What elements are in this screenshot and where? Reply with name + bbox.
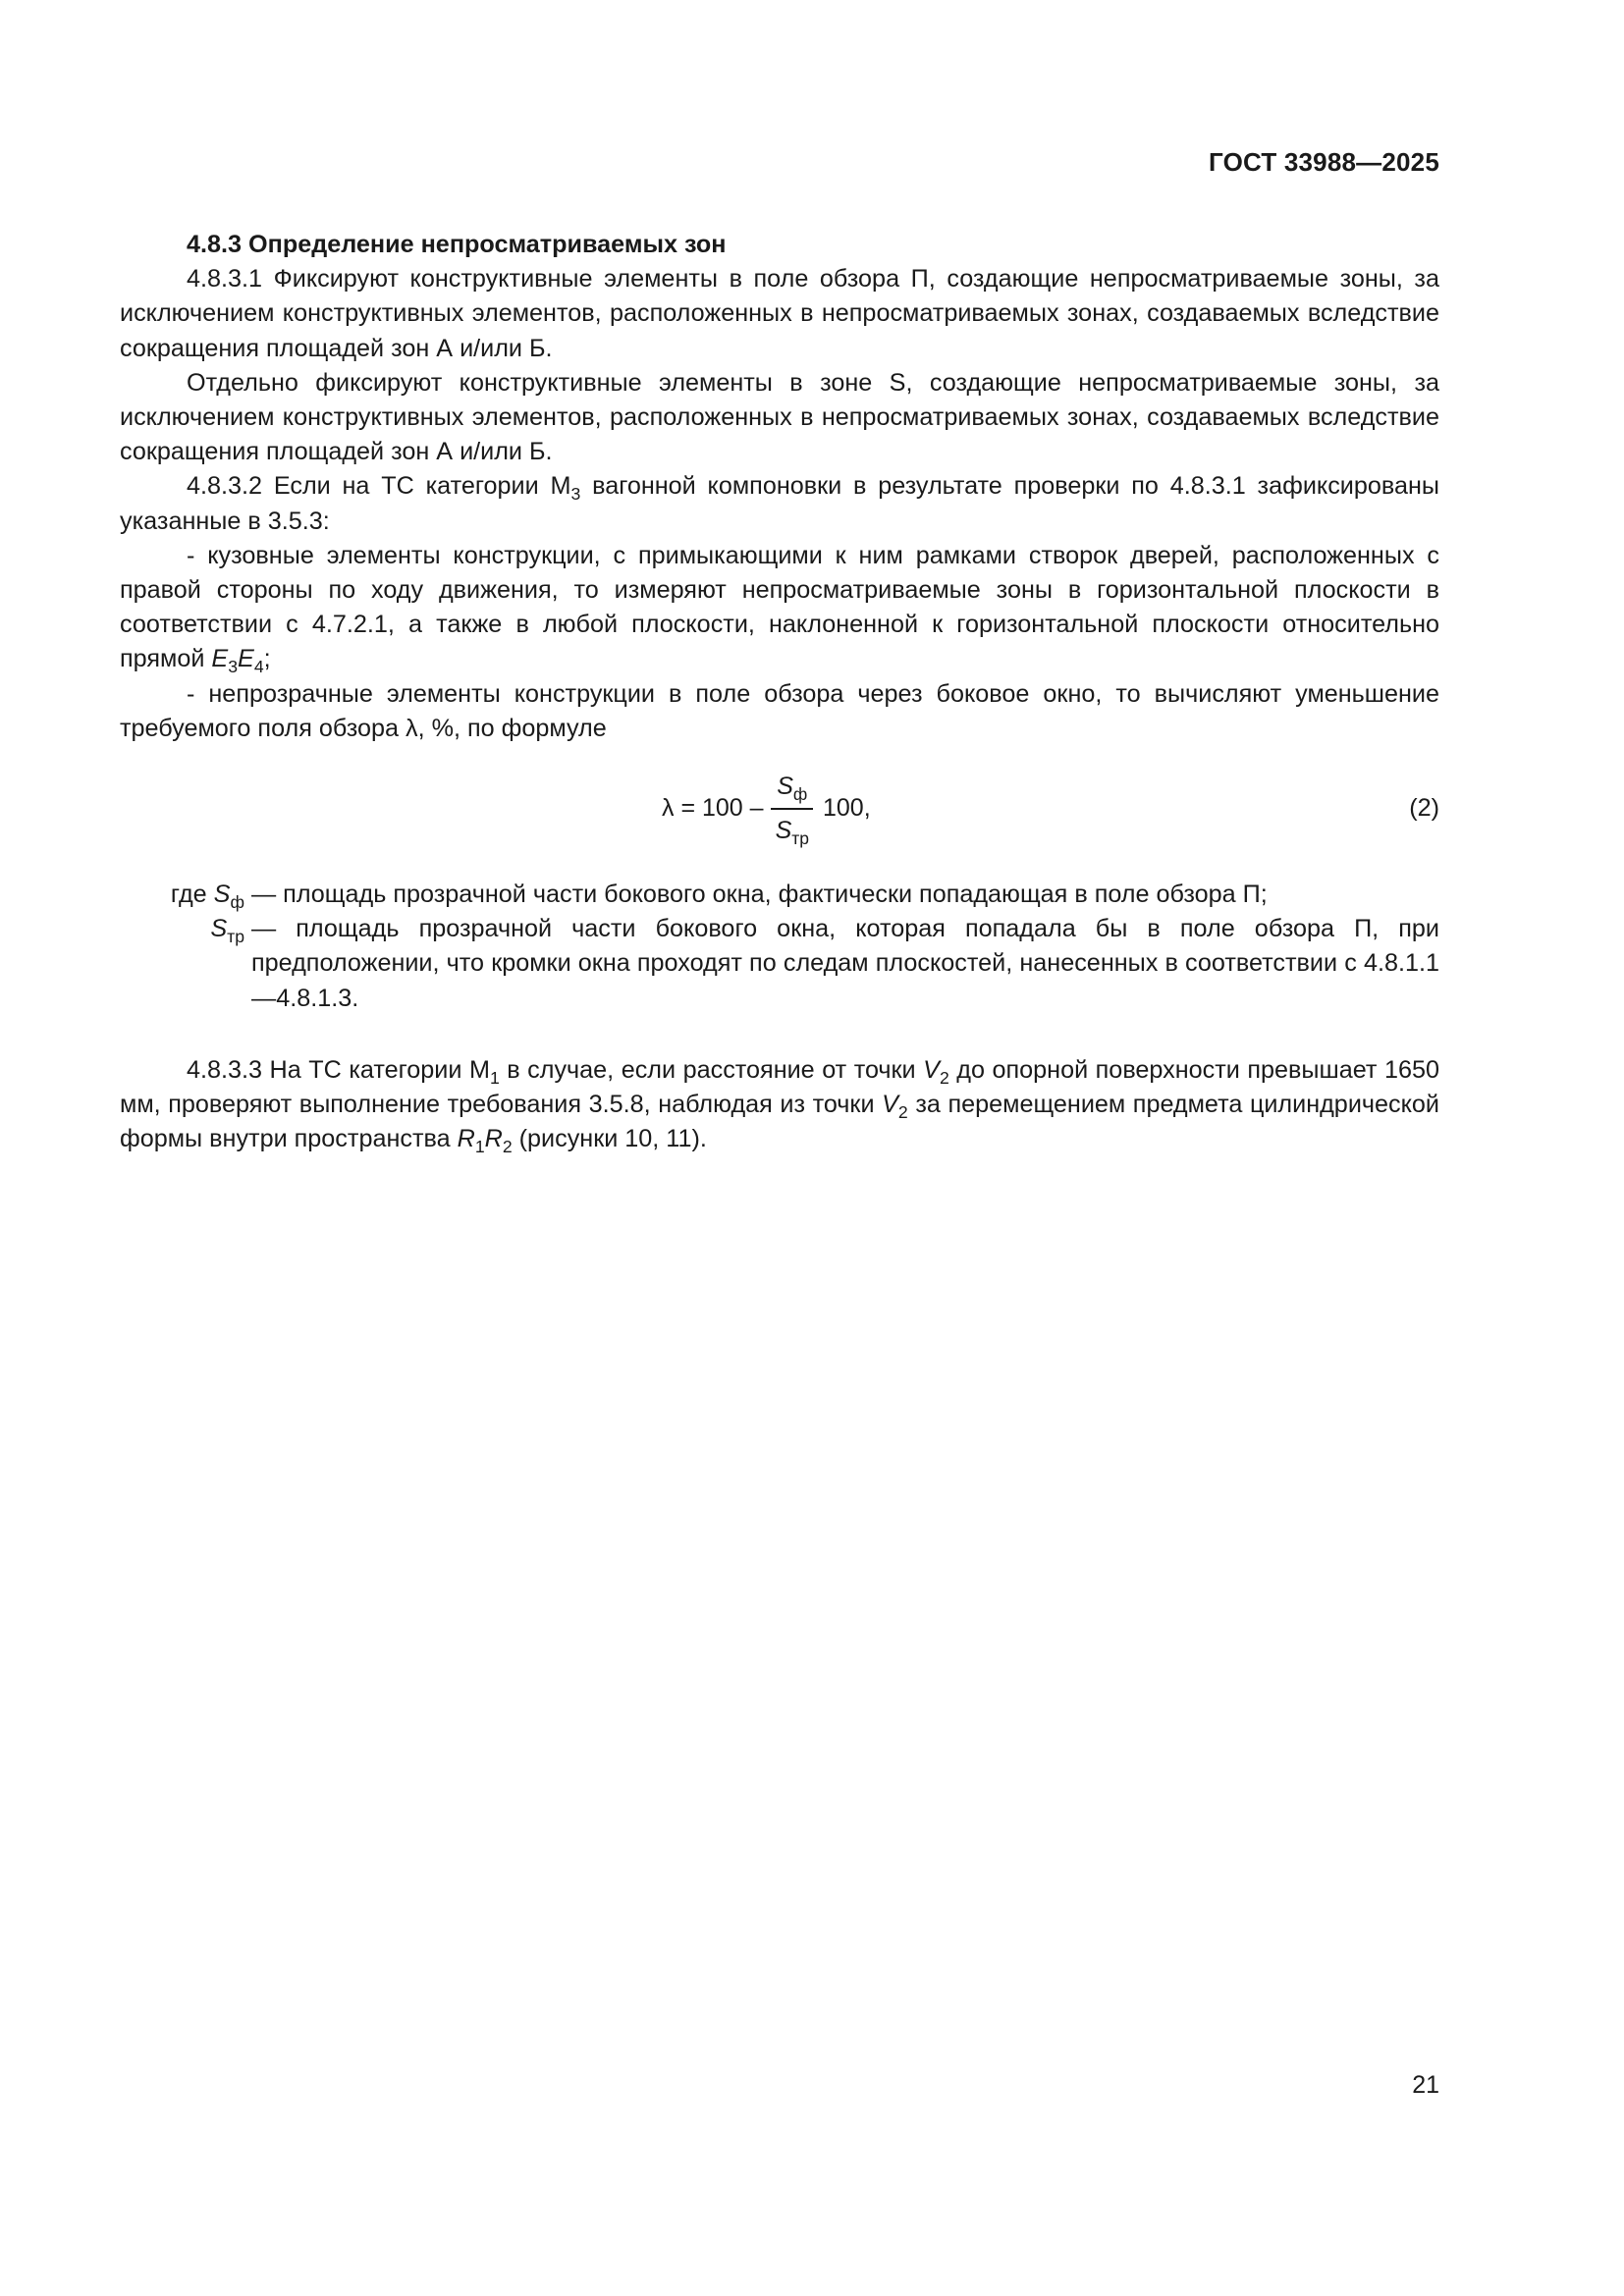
formula-fraction	[770, 770, 815, 848]
equation-number: (2)	[1409, 794, 1439, 823]
list-item-body-elements: - кузовные элементы конструкции, с примыкающими к ним рамками створок дверей, расположенных с правой стороны по ходу движения, то измеряют непросматриваемые зоны в горизонтальной плоскости в соответствии с 4.7.2.1, а также в любой плоскости, наклоненной к горизонтальной плоскости относительно прямой $E_3E_4$;	[120, 541, 1439, 677]
formula	[662, 762, 871, 856]
page-number: 21	[1412, 2071, 1439, 2099]
paragraph-4-8-3-1: 4.8.3.1 Фиксируют конструктивные элементы в поле обзора П, создающие непросматриваемые зоны, за исключением конструктивных элементов, расположенных в непросматриваемых зонах, создаваемых вследствие сокращения площадей зон А и/или Б.	[120, 265, 1439, 362]
definition-term: где $S_ф$	[170, 881, 244, 913]
fraction-denominator: $S_{тр}$	[775, 817, 809, 849]
formula-lhs: λ = 100 –	[662, 794, 764, 823]
paragraph-4-8-3-3: 4.8.3.3 На ТС категории $М_1$ в случае, если расстояние от точки $V_2$ до опорной поверхности превышает 1650 мм, проверяют выполнение требования 3.5.8, наблюдая из точки $V_2$ за перемещением предмета цилиндрической формы внутри пространства $R_1R_2$ (рисунки 10, 11).	[120, 1055, 1439, 1157]
formula-block	[120, 762, 1439, 856]
definition-s-tr: $S_{тр}$ — площадь прозрачной части бокового окна, которая попадала бы в поле обзора П, при предположении, что кромки окна проходят по следам плоскостей, нанесенных в соответствии с 4.8.1.1—4.8.1.3.	[120, 912, 1439, 1016]
list-item-opaque-elements: - непрозрачные элементы конструкции в поле обзора через боковое окно, то вычисляют уменьшение требуемого поля обзора λ, %, по формуле	[120, 679, 1439, 742]
document-body	[120, 228, 1439, 1156]
where-definitions	[120, 878, 1439, 1016]
paragraph-4-8-3-2: 4.8.3.2 Если на ТС категории $М_3$ вагонной компоновки в результате проверки по 4.8.3.1 зафиксированы указанные в 3.5.3:	[120, 472, 1439, 535]
standard-number: ГОСТ 33988—2025	[1209, 147, 1439, 177]
definition-s-f: где $S_ф$ — площадь прозрачной части бокового окна, фактически попадающая в поле обзора П;	[120, 878, 1439, 912]
paragraph-separately: Отдельно фиксируют конструктивные элементы в зоне S, создающие непросматриваемые зоны, за исключением конструктивных элементов, расположенных в непросматриваемых зонах, создаваемых вследствие сокращения площадей зон А и/или Б.	[120, 368, 1439, 466]
fraction-numerator: $S_ф$	[771, 770, 813, 810]
definition-term: $S_{тр}$	[210, 915, 244, 947]
formula-rhs: 100,	[823, 794, 871, 823]
spacer	[120, 1016, 1439, 1053]
section-heading: 4.8.3 Определение непросматриваемых зон	[187, 231, 727, 258]
